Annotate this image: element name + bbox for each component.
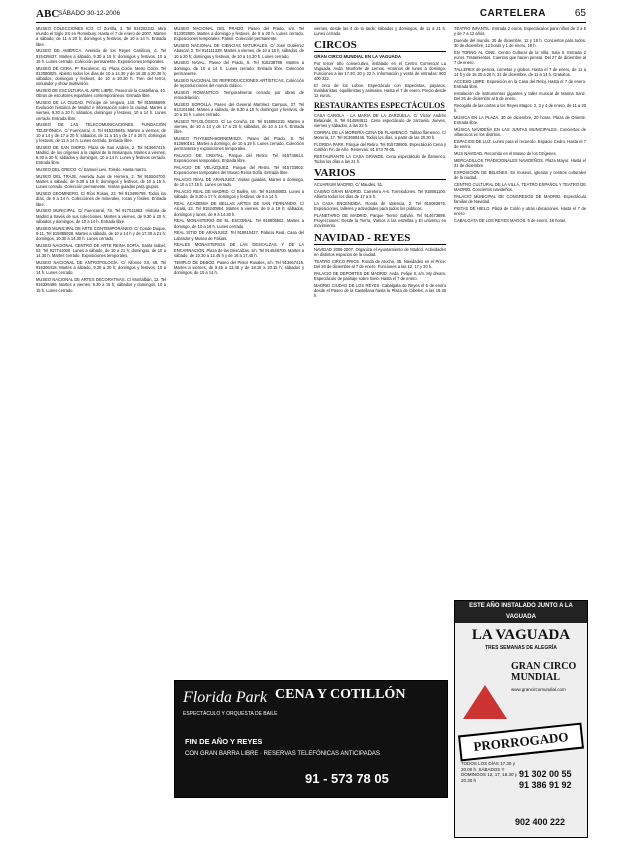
subheading: GRAN CIRCO MUNDIAL EN LA VAGUADA	[314, 54, 401, 60]
listing: MUSEO NACIONAL CENTRO DE ARTE REINA SOFÍA. Santa Isabel, 52. Tel 917741000. Lunes a sábado, de 10 a 21 h; domingos, de 10 a 14.30 h. Martes cerrado. Exposiciones temporales.	[36, 242, 166, 259]
listing: El circo de los Lobos. Espectáculo con trapecistas, payasos, malabaristas, equilibristas y animales. Hasta el 7 de enero. Precio desde 12 euros.	[314, 83, 446, 99]
listing: ACUARIUM MADRID. C/ Maudes, 51.	[314, 182, 384, 188]
phone-3: 902 400 222	[515, 817, 566, 827]
page-header	[36, 8, 586, 23]
advert-details: CON GRAN BARRA LIBRE · RESERVAS TELEFÓNICAS ANTICIPADAS	[185, 751, 380, 757]
advert-phones	[519, 769, 572, 791]
column-museums-2	[174, 26, 304, 666]
listing: REAL MONASTERIO DE EL ESCORIAL. Tel 918905902. Martes a domingo, de 10 a 18 h. Lunes cerrado.	[174, 218, 304, 229]
listing: MUSEO TIFLOLÓGICO. C/ La Coruña, 18. Tel 915894219. Martes a viernes, de 10 a 14 y de 17 a 20 h; sábados, de 10 a 14 h. Entrada libre.	[174, 118, 304, 135]
listing: MÚSICA NAVIDEÑA EN LAS JUNTAS MUNICIPALES. Conciertos de villancicos en los distritos.	[454, 127, 586, 138]
listing: MUSEO COLECCIONES ICO. C/ Zorrilla, 3. Tel 914202242. Mira mundo el Siglo XX en Romebury. Hasta el 7 de enero de 2007. Martes a sábado, de 11 a 20 h; domingos y festivos, de 10 a 14 h. Entrada libre.	[36, 26, 166, 47]
listing: CORRAL DE LA MORERÍA-CENA DE FLAMENCO. Tablao flamenco. C/ Morería, 17. Tel 913658446. Todos los días, a partir de las 20.30 h.	[314, 129, 446, 141]
listing: REAL SITIO DE ARANJUEZ. Tel 918910427. Palacio Real, Casa del Labrador y Museo de Falúas.	[174, 230, 304, 241]
issue-date: SÁBADO 30-12-2006	[58, 10, 121, 17]
phone-2: 91 386 91 92	[519, 780, 572, 790]
listing: MUSEO ROMÁNTICO. Temporalmente cerrado por obras de remodelación.	[174, 89, 304, 100]
listing: MUSEO NAVAL. Paseo del Prado, 5. Tel 915238789. Martes a domingo, de 10 a 14 h. Lunes cerrado. Entrada libre. Colección permanente.	[174, 60, 304, 76]
listing: MUSEO MUNICIPAL DE ARTE CONTEMPORÁNEO. C/ Conde Duque, 9-11. Tel 915885928. Martes a sábado, de 10 a 14 h y de 17.30 a 21 h; domingos, 10.30 a 14.30 h. Lunes cerrado.	[36, 225, 166, 242]
listing: ACCESO LIBRE. Exposición en la Casa del Reloj. Hasta el 7 de enero. Entrada libre.	[454, 79, 586, 90]
advert-website: www.grancircomundial.com	[511, 687, 566, 692]
advert-schedule: TODOS LOS DÍAS 17.30 y 20.00 h. SÁBADOS Y DOMINGOS 12, 17, 18.30 y 20.30 h	[461, 761, 518, 783]
listing: PALACIO MUNICIPAL DE CONGRESOS DE MADRID. Espectáculo familiar de Navidad.	[454, 194, 586, 205]
listing: EXPOSICIÓN DE BELENES. En museos, iglesias y centros culturales de la ciudad.	[454, 170, 586, 181]
circus-tent-icon	[463, 685, 507, 719]
listing: PISTAS DE HIELO. Plaza de Colón y otras ubicaciones. Hasta el 7 de enero.	[454, 206, 586, 217]
listing: MUS NAVIDAD. Recorrido en el Museo de los Orígenes.	[454, 151, 557, 157]
listing: MERCADILLOS TRADICIONALES NAVIDEÑOS. Plaza Mayor. Hasta el 31 de diciembre.	[454, 158, 586, 169]
section-heading-circos: CIRCOS	[314, 39, 446, 52]
listing: MÚSICA EN LA PLAZA. 30 de diciembre, 20 horas. Plaza de Oriente. Entrada libre.	[454, 115, 586, 126]
listing: NAVIDAD 2006-2007. Organiza el Ayuntamiento de Madrid. Actividades en distintos espacios de la ciudad.	[314, 246, 446, 257]
listing: CASINO GRAN MADRID. Carretera A-6. Torrelodones. Tel 918561100. Abierto todos los días de 17 a 5 h.	[314, 189, 446, 200]
listing: PLANETARIO DE MADRID. Parque Tierno Galván. Tel 914673898. Proyecciones: Desde la Tierra, Vamos a las estrellas y El universo en movimiento.	[314, 213, 446, 229]
section-heading-varios: VARIOS	[314, 167, 446, 180]
listing: Instalación de instrumentos gigantes y taller musical de Marina Sanz. Del 26 de diciembre al 5 de enero.	[454, 91, 586, 102]
listing: FLORIDA PARK. Parque del Retiro. Tel 915739905. Espectáculo Cena y Cotillón Fin de Año. Reservas: 91 573 78 05.	[314, 141, 446, 153]
listing: Por tercer año consecutivo, instalado en el Centro Comercial La Vaguada. Avda. Monforte de Lemos. Horarios de lunes a domingo. Funciones a las 17.30, 20 y 22 h. Información y venta de entradas: 902 400 222.	[314, 60, 446, 82]
extended-stamp: PRORROGADO	[458, 723, 584, 762]
listing: MUSEO NACIONAL DE REPRODUCCIONES ARTÍSTICAS. Colección de reproducciones del mundo clásico.	[174, 77, 304, 88]
listing: MUSEO NACIONAL DE ARTES DECORATIVAS. C/ Montalbán, 12. Tel 915326499. Martes a viernes, 9.30 a 15 h; sábados y domingos, 10 a 15 h. Lunes cerrado.	[36, 277, 166, 293]
listing: REAL ACADEMIA DE BELLAS ARTES DE SAN FERNANDO. C/ Alcalá, 13. Tel 915240864. Martes a viernes, de 9 a 19 h; sábados, domingos y lunes, de 9 a 14.30 h.	[174, 201, 304, 217]
listing: viernes, desde las 4 de la tarde; sábados y domingos, de 11 a 21 h. Lunes cerrado.	[314, 26, 446, 37]
listing: MUSEO DEL GRECO. C/ Samuel Levi. Toledo. Hasta marzo.	[36, 167, 148, 173]
listing: CENTRO CULTURAL DE LA VILLA, TEATRO ESPAÑOL Y TEATRO DE MADRID. Conciertos navideños.	[454, 182, 586, 193]
circus-advert	[454, 600, 588, 838]
section-heading-navidad: NAVIDAD - REYES	[314, 232, 446, 245]
listing: MUSEO NACIONAL DEL PRADO. Paseo del Prado, s/n. Tel 913302800. Martes a domingo y festivos, de 9 a 20 h. Lunes cerrado. Exposiciones temporales: Patinir. Colección permanente.	[174, 26, 304, 42]
listing: MUSEO NACIONAL DE ANTROPOLOGÍA. C/ Alfonso XII, 68. Tel 915306418. Martes a sábado, 9.30 a 20 h; domingos y festivos, 10 a 14 h. Lunes cerrado.	[36, 260, 166, 276]
listing: MUSEO DEL TRAJE. Avenida Juan de Herrera, 2. Tel 915504700. Martes a sábado, de 9.30 a 19 h; domingos y festivos, de 10 a 15 h. Lunes cerrado. Colección permanente. Visitas guiadas para grupos.	[36, 174, 166, 190]
listing: MUSEO MUNICIPAL. C/ Fuencarral, 78. Tel 917011863. Historia de Madrid a través de sus colecciones. Martes a viernes, de 9.30 a 20 h; sábados y domingos, de 10 a 14 h. Entrada libre.	[36, 208, 166, 224]
advert-title: CENA Y COTILLÓN	[275, 687, 406, 702]
advert-tagline: TRES SEMANAS DE ALEGRÍA	[485, 645, 557, 651]
section-heading-restaurantes: RESTAURANTES ESPECTÁCULOS	[314, 100, 445, 110]
listing: Recogida de las cartas a los Reyes Magos. 2, 3 y 4 de enero, de 11 a 20 h.	[454, 103, 586, 114]
newspaper-logo: ABC	[36, 8, 60, 20]
listing: MUSEO GEOMINERO. C/ Ríos Rosas, 23. Tel 913495759. Todos los días, de 9 a 14 h. Colecciones de minerales, rocas y fósiles. Entrada libre.	[36, 191, 166, 207]
advert-venue: LA VAGUADA	[471, 627, 571, 643]
advert-headline: FIN DE AÑO Y REYES	[185, 737, 263, 746]
listing: MUSEO DE CERA. Pº Recoletos, 41. Plaza Colón. Metro Colón. Tel 913080825. Abierto todos los días de 10 a 14.30 y de 16.30 a 20.30 h; sábados, domingos y festivos, de 10 a 20.30 h. Tren del terror, simulador y show multivisión.	[36, 65, 166, 87]
listing: TEATRO INFANTIL. Entrada 2 euros. Espectáculos para niños de 3 a 6 y de 7 a 12 años.	[454, 26, 586, 37]
listing: RESTAURANTE LA CASA GRANDE. Cena espectáculo de flamenco. Todos los días a las 21 h.	[314, 153, 446, 165]
column-shows	[314, 26, 446, 626]
listing: MUSEO DE ESCULTURA AL AIRE LIBRE. Paseo de la Castellana, 40. Obras de escultores españoles contemporáneos. Entrada libre.	[36, 88, 166, 99]
advert-circus-name: GRAN CIRCO MUNDIAL	[511, 661, 577, 683]
listing: PALACIO DE VELÁZQUEZ. Parque del Retiro. Tel 915733902. Exposiciones temporales del Museo Reina Sofía. Entrada libre.	[174, 165, 304, 176]
florida-park-advert	[174, 680, 448, 798]
section-title: CARTELERA	[479, 8, 546, 19]
listing: MUSEO SOROLLA. Paseo del General Martínez Campos, 37. Tel 913101584. Martes a sábado, de 9.30 a 15 h; domingos y festivos, de 10 a 15 h. Lunes cerrado.	[174, 101, 304, 118]
listing: TEMPLO DE DEBOD. Paseo del Pintor Rosales, s/n. Tel 913667415. Martes a viernes, de 9.45 a 13.45 y de 18.15 a 20.15 h; sábados y domingos, de 10 a 14 h.	[174, 259, 304, 276]
listing: PALACIO REAL DE ARANJUEZ. Visitas guiadas. Martes a domingo, de 10 a 17.15 h. Lunes cerrado.	[174, 177, 304, 188]
listing: MUSEO DE LAS TELECOMUNICACIONES. FUNDACIÓN TELEFÓNICA. C/ Fuencarral, 3. Tel 915226645. Martes a viernes, de 10 a 14 y de 17 a 20 h; sábados, de 11 a 14 y de 17 a 20 h; domingos y festivos, de 11 a 14 h. Lunes cerrado. Entrada libre.	[36, 122, 166, 144]
listing: MUSEO DE LA CIUDAD. Príncipe de Vergara, 140. Tel 915886599. Evolución histórica de Madrid e información sobre la ciudad. Martes a viernes, 9.30 a 20 h; sábados, domingos y festivos, 10 a 14 h. Lunes cerrado. Entrada libre.	[36, 100, 166, 121]
phone-1: 91 302 00 55	[519, 769, 572, 779]
advert-logo: Florida Park	[183, 689, 267, 706]
listing: TEATRO CIRCO PRICE. Ronda de Atocha, 35. Navidades en el Price. Del 26 de diciembre al 7 de enero. Funciones a las 12, 17 y 20 h.	[314, 258, 446, 269]
listing: MADRID CIUDAD DE LOS REYES. Cabalgata de Reyes el 5 de enero desde el Paseo de la Castellana hasta la Plaza de Cibeles, a las 18.30 h.	[314, 282, 446, 299]
listing: MUSEO NACIONAL DE CIENCIAS NATURALES. C/ José Gutiérrez Abascal, 2. Tel 914111328. Martes a viernes, de 10 a 18 h; sábados, de 10 a 20 h; domingos y festivos, de 10 a 14.30 h. Lunes cerrado.	[174, 43, 304, 59]
column-christmas	[454, 26, 586, 596]
listing: MUSEO THYSSEN-BORNEMISZA. Paseo del Prado, 8. Tel 913690151. Martes a domingo, de 10 a 19 h. Lunes cerrado. Colección permanente y exposiciones temporales.	[174, 136, 304, 152]
listing: EN TORNO AL CINE. Centro Cultural de la Villa. Sala II. Entrada 2 euros. Tratamientos. Cuentos que hacen pensar. Del 27 de diciembre al 7 de enero.	[454, 50, 586, 66]
listing: MUSEO DE SAN ISIDRO. Plaza de San Andrés, 2. Tel 913667415. Madrid, de los orígenes a la capital de la Monarquía. Martes a viernes, 9.30 a 20 h; sábados y domingos, 10 a 14 h. Lunes y festivos cerrado. Entrada libre.	[36, 144, 166, 166]
listing: PALACIO DE CRISTAL. Parque del Retiro. Tel 915746614. Exposiciones temporales. Entrada libre.	[174, 153, 304, 164]
listing: Duende del mundo. 30 de diciembre, 12 y 18 h. Conciertos para todos. 30 de diciembre, 12 horas y 1 de enero, 18 h.	[454, 38, 586, 49]
column-museums-1	[36, 26, 166, 836]
listing: PALACIO REAL DE MADRID. C/ Bailén, s/n. Tel 914548803. Lunes a sábado, de 9.30 a 17 h; domingos y festivos, de 9 a 14 h.	[174, 189, 304, 200]
listing: CASA CAROLA - LA MARIA DE LA ZARZUELA. C/ Víctor Andrés Belaúnde, 9. Tel 914584811. Cena espectáculo de zarzuela. Jueves, viernes y sábados, a las 22 h.	[314, 112, 446, 129]
advert-banner: ESTE AÑO INSTALADO JUNTO A LA VAGUADA	[455, 601, 587, 623]
listing: PALACIO DE DEPORTES DE MADRID. Avda. Felipe II, s/n. My dream. Espectáculo de patinaje sobre hielo. Hasta el 7 de enero.	[314, 270, 446, 281]
page-number: 65	[574, 8, 586, 19]
listing: CABALGATA DE LOS REYES MAGOS. 5 de enero, 18 horas.	[454, 218, 567, 223]
listing: MUSEO DE AMÉRICA. Avenida de los Reyes Católicos, 6. Tel 915439437. Martes a sábado, 9.30 a 15 h; domingos y festivos, 10 a 15 h. Lunes cerrado. Colección permanente. Exposiciones temporales.	[36, 48, 166, 64]
listing: TALLERES de pericia, cometas y globos. Hasta el 7 de enero, de 11 a 14 h y de 16.30 a 20 h; 31 de diciembre, de 11 a 14 h. Gratuitos.	[454, 67, 586, 78]
advert-logo-subtitle: ESPECTÁCULO Y ORQUESTA DE BAILE	[183, 711, 278, 717]
listing: LA CASA ENCENDIDA. Ronda de Valencia, 2. Tel 915063875. Exposiciones, talleres y actividades para todos los públicos.	[314, 201, 446, 212]
listing: ESPACIOS DE LUZ. Lunes para el recuerdo. Espacio Cedro. Hasta el 7 de enero.	[454, 139, 586, 150]
advert-phone: 91 - 573 78 05	[305, 771, 389, 786]
listing: REALES MONASTERIOS DE LAS DESCALZAS Y DE LA ENCARNACIÓN. Plaza de las Descalzas, s/n. Tel 914548700. Martes a sábado, de 10.30 a 12.45 h y de 16 a 17.45 h.	[174, 242, 304, 258]
